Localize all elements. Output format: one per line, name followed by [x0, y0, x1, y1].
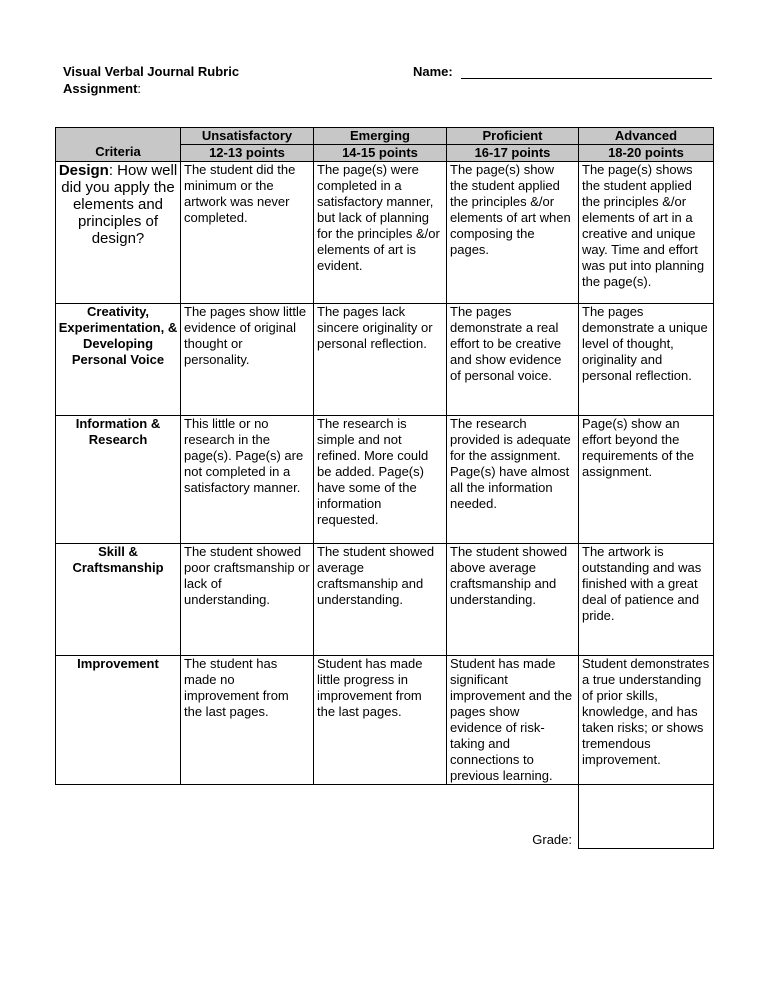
criterion-skill: Skill & Craftsmanship [56, 544, 181, 656]
criterion-rest: : How well did you apply the elements and principles of design? [61, 162, 178, 247]
level-points: 18-20 points [579, 144, 713, 161]
rubric-cell: Page(s) show an effort beyond the requirements of the assignment. [579, 416, 714, 544]
level-name: Emerging [350, 128, 410, 143]
rubric-cell: The student showed above average craftsmanship and understanding. [447, 544, 579, 656]
rubric-cell: The research provided is adequate for the assignment. Page(s) have almost all the information needed. [447, 416, 579, 544]
criterion-design [56, 162, 181, 304]
criterion-research: Information & Research [56, 416, 181, 544]
level-points: 14-15 points [314, 144, 446, 161]
level-name: Advanced [614, 128, 678, 143]
criterion-improvement: Improvement [56, 656, 181, 785]
rubric-row-research [56, 416, 714, 544]
header-row [56, 128, 714, 162]
name-label: Name: [413, 64, 453, 79]
rubric-cell: The page(s) show the student applied the principles &/or elements of art when composing the pages. [447, 162, 579, 304]
grade-row [56, 785, 714, 849]
level-points: 12-13 points [181, 144, 313, 161]
rubric-row-improvement [56, 656, 714, 785]
rubric-cell: Student demonstrates a true understanding of prior skills, knowledge, and has taken risks; or shows tremendous improvement. [579, 656, 714, 785]
assignment-label-text: Assignment [63, 81, 138, 96]
rubric-cell: The pages demonstrate a real effort to be creative and show evidence of personal voice. [447, 304, 579, 416]
rubric-cell: The page(s) were completed in a satisfactory manner, but lack of planning for the principles &/or elements of art is evident. [314, 162, 447, 304]
rubric-cell: This little or no research in the page(s). Page(s) are not completed in a satisfactory manner. [181, 416, 314, 544]
rubric-row-skill [56, 544, 714, 656]
criterion-bold: Design [58, 162, 109, 179]
level-header-proficient [447, 128, 579, 162]
level-header-emerging [314, 128, 447, 162]
rubric-cell: The artwork is outstanding and was finished with a great deal of patience and pride. [579, 544, 714, 656]
rubric-cell: The student did the minimum or the artwork was never completed. [181, 162, 314, 304]
rubric-cell: The student showed poor craftsmanship or lack of understanding. [181, 544, 314, 656]
rubric-cell: The page(s) shows the student applied the principles &/or elements of art in a creative and unique way. Time and effort was put into planning the page(s). [579, 162, 714, 304]
rubric-row-creativity [56, 304, 714, 416]
name-field[interactable] [461, 78, 712, 79]
rubric-cell: The student showed average craftsmanship and understanding. [314, 544, 447, 656]
rubric-cell: Student has made significant improvement and the pages show evidence of risk-taking and connections to previous learning. [447, 656, 579, 785]
rubric-row-design [56, 162, 714, 304]
level-name: Proficient [482, 128, 543, 143]
level-header-advanced [579, 128, 714, 162]
criteria-header: Criteria [56, 128, 181, 162]
rubric-cell: The pages demonstrate a unique level of thought, originality and personal reflection. [579, 304, 714, 416]
rubric-table [55, 127, 714, 849]
rubric-title: Visual Verbal Journal Rubric [63, 64, 240, 79]
grade-box[interactable] [579, 785, 714, 849]
level-points: 16-17 points [447, 144, 578, 161]
criterion-creativity: Creativity, Experimentation, & Developing Personal Voice [56, 304, 181, 416]
grade-label: Grade: [532, 831, 572, 847]
level-name: Unsatisfactory [201, 128, 293, 143]
assignment-label: Assignment: [63, 81, 142, 96]
rubric-cell: The pages lack sincere originality or personal reflection. [314, 304, 447, 416]
rubric-cell: Student has made little progress in improvement from the last pages. [314, 656, 447, 785]
rubric-cell: The student has made no improvement from the last pages. [181, 656, 314, 785]
rubric-cell: The research is simple and not refined. More could be added. Page(s) have some of the information requested. [314, 416, 447, 544]
level-header-unsatisfactory [181, 128, 314, 162]
rubric-cell: The pages show little evidence of original thought or personality. [181, 304, 314, 416]
